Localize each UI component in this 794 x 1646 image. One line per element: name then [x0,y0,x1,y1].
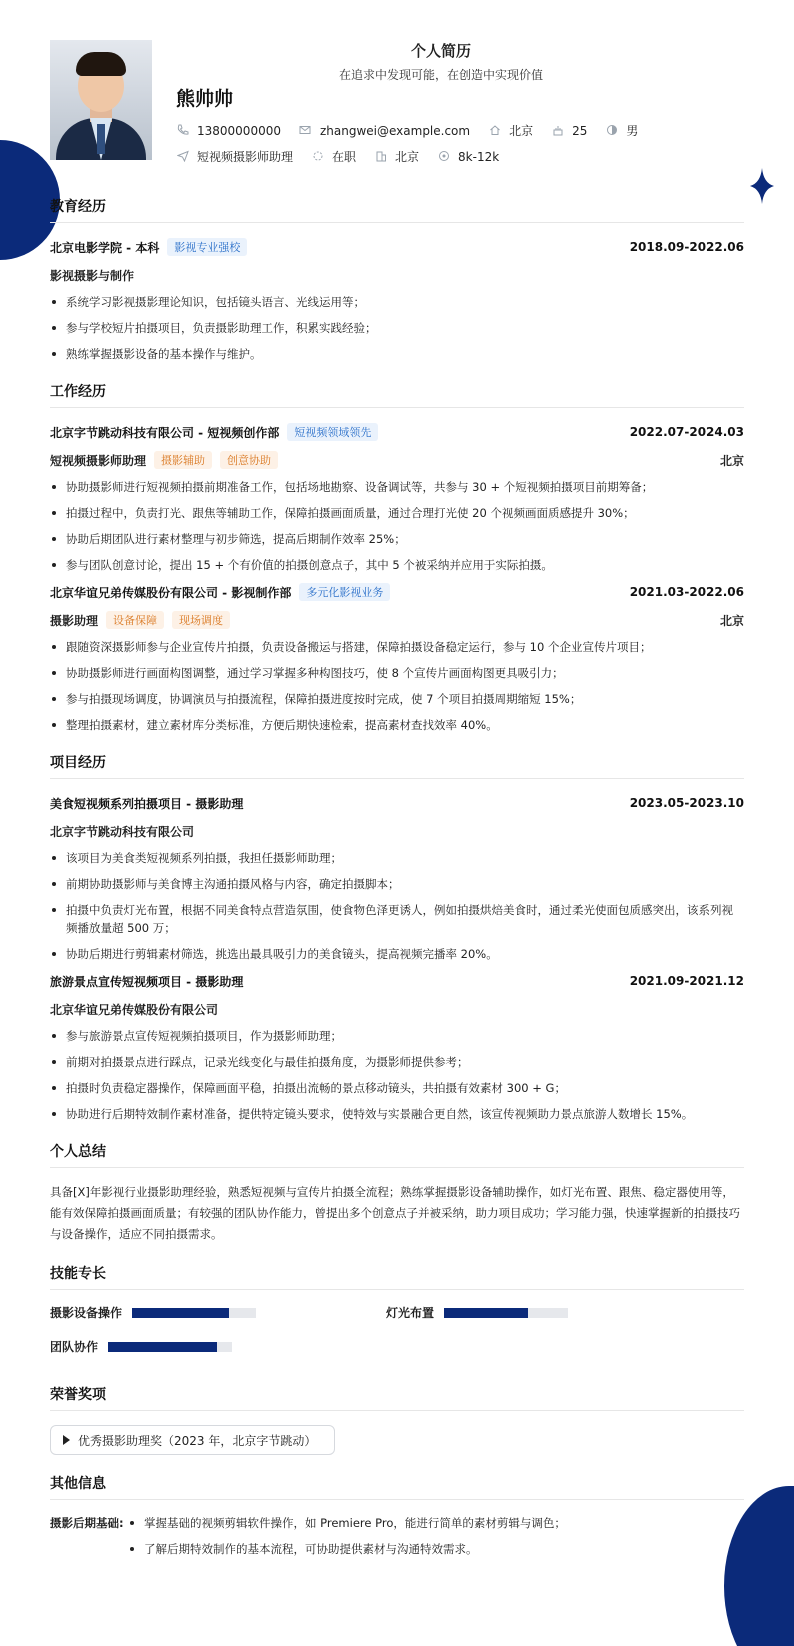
city-value: 北京 [509,124,534,138]
work-period: 2022.07-2024.03 [629,425,744,439]
work-entry [50,422,744,574]
other-list [128,1514,566,1566]
job-target-value: 短视频摄影师助理 [197,150,294,164]
list-item: 跟随资深摄影师参与企业宣传片拍摄，负责设备搬运与搭建，保障拍摄设备稳定运行，参与 10 个企业宣传片项目； [50,638,744,656]
list-item: 参与拍摄现场调度，协调演员与拍摄流程，保障拍摄进度按时完成，使 7 个项目拍摄周期缩短 15%； [50,690,744,708]
city-info [488,122,533,139]
skill-bar-fill [132,1308,229,1318]
work-duty-list [50,478,744,574]
work-location: 北京 [719,453,744,468]
section-title: 个人总结 [50,1141,744,1168]
document-title: 个人简历 [410,42,471,60]
expected-city-value: 北京 [395,150,420,164]
section-title: 荣誉奖项 [50,1384,744,1411]
project-entry [50,793,744,963]
section-title: 项目经历 [50,752,744,779]
mail-icon [299,124,312,137]
list-item: 协助后期团队进行素材整理与初步筛选，提高后期制作效率 25%； [50,530,744,548]
list-item: 该项目为美食类短视频系列拍摄，我担任摄影师助理； [50,849,744,867]
list-item: 参与学校短片拍摄项目，负责摄影助理工作，积累实践经验； [50,319,744,337]
role-tag: 设备保障 [106,611,164,629]
section-title: 其他信息 [50,1473,744,1500]
list-item: 整理拍摄素材，建立素材库分类标准，方便后期快速检索，提高素材查找效率 40%。 [50,716,744,734]
project-entry [50,971,744,1123]
awards-section [50,1384,744,1455]
building-icon [374,150,387,163]
list-item: 了解后期特效制作的基本流程，可协助提供素材与沟通特效需求。 [128,1540,566,1558]
skill-list [50,1304,744,1366]
candidate-name: 熊帅帅 [176,88,234,110]
role-tag: 摄影辅助 [154,451,212,469]
other-info [50,1514,744,1566]
job-role: 短视频摄影师助理 [50,453,147,468]
work-entry [50,582,744,734]
status-info [311,148,356,165]
list-item: 前期协助摄影师与美食博主沟通拍摄风格与内容，确定拍摄脚本； [50,875,744,893]
phone-icon [176,124,189,137]
list-item: 拍摄过程中，负责打光、跟焦等辅助工作，保障拍摄画面质量，通过合理打光使 20 个视频画面质感提升 30%； [50,504,744,522]
list-item: 协助进行后期特效制作素材准备，提供特定镜头要求，使特效与实景融合更自然，该宣传视频助力景点旅游人数增长 15%。 [50,1105,744,1123]
gender-icon [605,124,618,137]
role-tag: 现场调度 [172,611,230,629]
education-period: 2018.09-2022.06 [629,240,744,254]
phone-info [176,124,281,138]
home-icon [488,124,501,137]
list-item: 协助后期进行剪辑素材筛选，挑选出最具吸引力的美食镜头，提高视频完播率 20%。 [50,945,744,963]
company-tag: 短视频领域领先 [287,423,378,441]
skill-bar [132,1308,256,1318]
cake-icon [551,124,564,137]
age-value: 25 [572,123,588,138]
skills-section [50,1263,744,1366]
list-item: 拍摄时负责稳定器操作，保障画面平稳，拍摄出流畅的景点移动镜头，共拍摄有效素材 300 + G； [50,1079,744,1097]
list-item: 参与团队创意讨论，提出 15 + 个有价值的拍摄创意点子，其中 5 个被采纳并应用于实际拍摄。 [50,556,744,574]
job-role: 摄影助理 [50,613,99,628]
project-name: 美食短视频系列拍摄项目 - 摄影助理 [50,796,244,811]
major: 影视摄影与制作 [50,268,135,283]
triangle-right-icon [63,1435,70,1445]
section-title: 工作经历 [50,381,744,408]
coin-icon [437,150,450,163]
resume-body [50,196,744,1584]
school-tag: 影视专业强校 [167,238,247,256]
motto: 在追求中发现可能，在创造中实现价值 [338,68,543,82]
send-icon [176,150,189,163]
project-list [50,1027,744,1123]
section-title: 技能专长 [50,1263,744,1290]
job-intent-row [176,148,517,165]
skill-bar [444,1308,568,1318]
list-item: 协助摄影师进行画面构图调整，通过学习掌握多种构图技巧，使 8 个宣传片画面构图更具吸引力； [50,664,744,682]
other-label: 摄影后期基础: [50,1516,124,1530]
skill-name: 团队协作 [50,1340,99,1354]
email-value: zhangwei@example.com [319,123,471,138]
list-item: 系统学习影视摄影理论知识，包括镜头语言、光线运用等； [50,293,744,311]
role-tag: 创意协助 [220,451,278,469]
award-item[interactable] [50,1425,335,1455]
project-section [50,752,744,1123]
education-list [50,293,744,363]
list-item: 协助摄影师进行短视频拍摄前期准备工作，包括场地勘察、设备调试等，共参与 30 + 个短视频拍摄项目前期筹备； [50,478,744,496]
project-list [50,849,744,963]
project-period: 2023.05-2023.10 [629,796,744,810]
work-section [50,381,744,734]
section-title: 教育经历 [50,196,744,223]
skill-item [50,1338,232,1355]
gender-value: 男 [626,124,639,138]
project-org: 北京字节跳动科技有限公司 [50,824,195,839]
list-item: 拍摄中负责灯光布置，根据不同美食特点营造氛围，使食物色泽更诱人，例如拍摄烘焙美食时，通过柔光使面包质感突出，该系列视频播放量超 500 万； [50,901,744,937]
skill-name: 摄影设备操作 [50,1306,123,1320]
expected-city-info [374,148,419,165]
salary-info [437,150,499,164]
work-duty-list [50,638,744,734]
summary-text: 具备[X]年影视行业摄影助理经验，熟悉短视频与宣传片拍摄全流程；熟练掌握摄影设备辅助操作，如灯光布置、跟焦、稳定器使用等，能有效保障拍摄画面质量；有较强的团队协作能力，曾提出多个创意点子并被采纳，助力项目成功；学习能力强，快速掌握新的拍摄技巧与设备操作，适应不同拍摄需求。 [50,1185,740,1241]
status-icon [311,150,324,163]
work-period: 2021.03-2022.06 [629,585,744,599]
education-section [50,196,744,363]
salary-value: 8k-12k [458,149,500,164]
skill-name: 灯光布置 [386,1306,435,1320]
skill-bar-fill [444,1308,528,1318]
list-item: 前期对拍摄景点进行踩点，记录光线变化与最佳拍摄角度，为摄影师提供参考； [50,1053,744,1071]
contact-row [176,122,656,139]
age-info [551,124,587,138]
phone-value: 13800000000 [197,123,281,138]
skill-bar [108,1342,232,1352]
project-period: 2021.09-2021.12 [629,974,744,988]
summary-section [50,1141,744,1245]
other-section [50,1473,744,1566]
list-item: 熟练掌握摄影设备的基本操作与维护。 [50,345,744,363]
award-label: 优秀摄影助理奖（2023 年，北京字节跳动） [78,1433,317,1448]
list-item: 参与旅游景点宣传短视频拍摄项目，作为摄影师助理； [50,1027,744,1045]
project-org: 北京华谊兄弟传媒股份有限公司 [50,1002,219,1017]
resume-header [50,40,750,164]
company-tag: 多元化影视业务 [299,583,390,601]
project-name: 旅游景点宣传短视频项目 - 摄影助理 [50,974,244,989]
school-name: 北京电影学院 - 本科 [50,240,160,255]
skill-item [386,1304,568,1321]
job-target-info [176,148,293,165]
skill-bar-fill [108,1342,217,1352]
company-name: 北京华谊兄弟传媒股份有限公司 - 影视制作部 [50,585,292,600]
status-value: 在职 [332,150,357,164]
email-info [299,124,470,138]
gender-info [605,122,638,139]
company-name: 北京字节跳动科技有限公司 - 短视频创作部 [50,425,280,440]
list-item: 掌握基础的视频剪辑软件操作，如 Premiere Pro，能进行简单的素材剪辑与调色； [128,1514,566,1532]
skill-item [50,1304,256,1321]
work-location: 北京 [719,613,744,628]
sparkle-star-icon [750,168,774,204]
